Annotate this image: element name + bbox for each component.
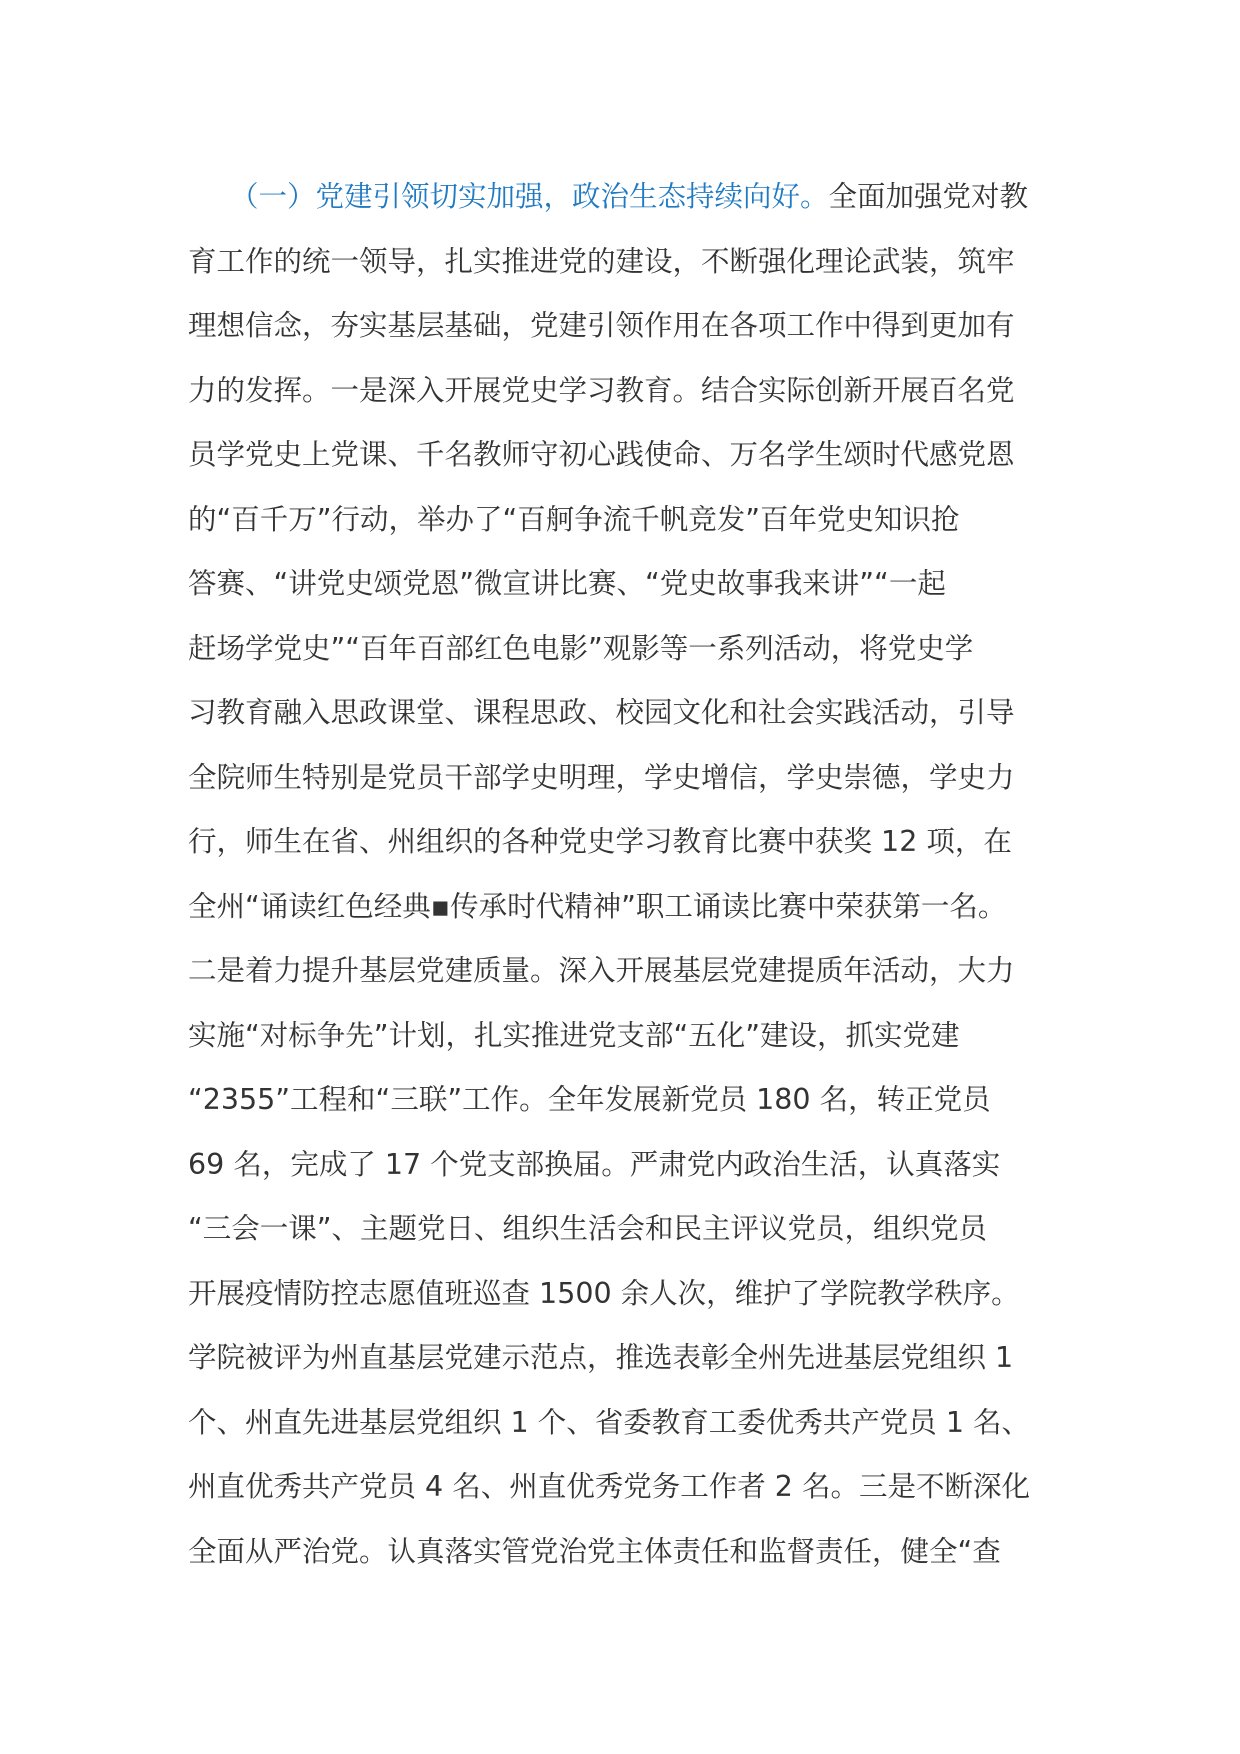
paragraph-line-12: 全州“诵读红色经典▪传承时代精神”职工诵读比赛中荣获第一名。 <box>188 889 1007 923</box>
paragraph-line-7: 答赛、“讲党史颂党恩”微宣讲比赛、“党史故事我来讲”“一起 <box>188 567 946 600</box>
paragraph-line-17: “三会一课”、主题党日、组织生活会和民主评议党员，组织党员 <box>188 1212 988 1245</box>
paragraph-line-9: 习教育融入思政课堂、课程思政、校园文化和社会实践活动，引导 <box>188 696 1015 729</box>
paragraph-line-21: 州直优秀共产党员 4 名、州直优秀党务工作者 2 名。三是不断深化 <box>188 1470 1031 1503</box>
paragraph-line-19: 学院被评为州直基层党建示范点，推选表彰全州先进基层党组织 1 <box>188 1341 1014 1374</box>
document-body <box>188 165 1068 1584</box>
paragraph-line-20: 个、州直先进基层党组织 1 个、省委教育工委优秀共产党员 1 名、 <box>188 1405 1031 1439</box>
paragraph-line-13: 二是着力提升基层党建质量。深入开展基层党建提质年活动，大力 <box>188 954 1015 987</box>
paragraph-line-8: 赶场学党史”“百年百部红色电影”观影等一系列活动，将党史学 <box>188 631 974 665</box>
paragraph-line-4: 力的发挥。一是深入开展党史学习教育。结合实际创新开展百名党 <box>188 373 1015 407</box>
paragraph-line-1 <box>188 165 1068 230</box>
paragraph-line-14: 实施“对标争先”计划，扎实推进党支部“五化”建设，抓实党建 <box>188 1018 960 1052</box>
paragraph-line-16: 69 名，完成了 17 个党支部换届。严肃党内政治生活，认真落实 <box>188 1147 1001 1181</box>
paragraph-line-6: 的“百千万”行动，举办了“百舸争流千帆竞发”百年党史知识抢 <box>188 502 960 536</box>
paragraph-line-18: 开展疫情防控志愿值班巡查 1500 余人次，维护了学院教学秩序。 <box>188 1276 1020 1310</box>
paragraph-line-5: 员学党史上党课、千名教师守初心践使命、万名学生颂时代感党恩 <box>188 438 1015 471</box>
section-heading: （一）党建引领切实加强，政治生态持续向好。 <box>230 180 829 213</box>
paragraph-line-10: 全院师生特别是党员干部学史明理，学史增信，学史崇德，学史力 <box>188 760 1015 794</box>
paragraph-line-2: 育工作的统一领导，扎实推进党的建设，不断强化理论武装，筑牢 <box>188 244 1015 278</box>
paragraph-line-22: 全面从严治党。认真落实管党治党主体责任和监督责任，健全“查 <box>188 1534 1001 1568</box>
paragraph-line-3: 理想信念，夯实基层基础，党建引领作用在各项工作中得到更加有 <box>188 309 1015 342</box>
paragraph-line-15: “2355”工程和“三联”工作。全年发展新党员 180 名，转正党员 <box>188 1083 991 1116</box>
paragraph-text: 全面加强党对教 <box>828 180 1029 213</box>
paragraph-line-11: 行，师生在省、州组织的各种党史学习教育比赛中获奖 12 项，在 <box>188 825 1012 858</box>
